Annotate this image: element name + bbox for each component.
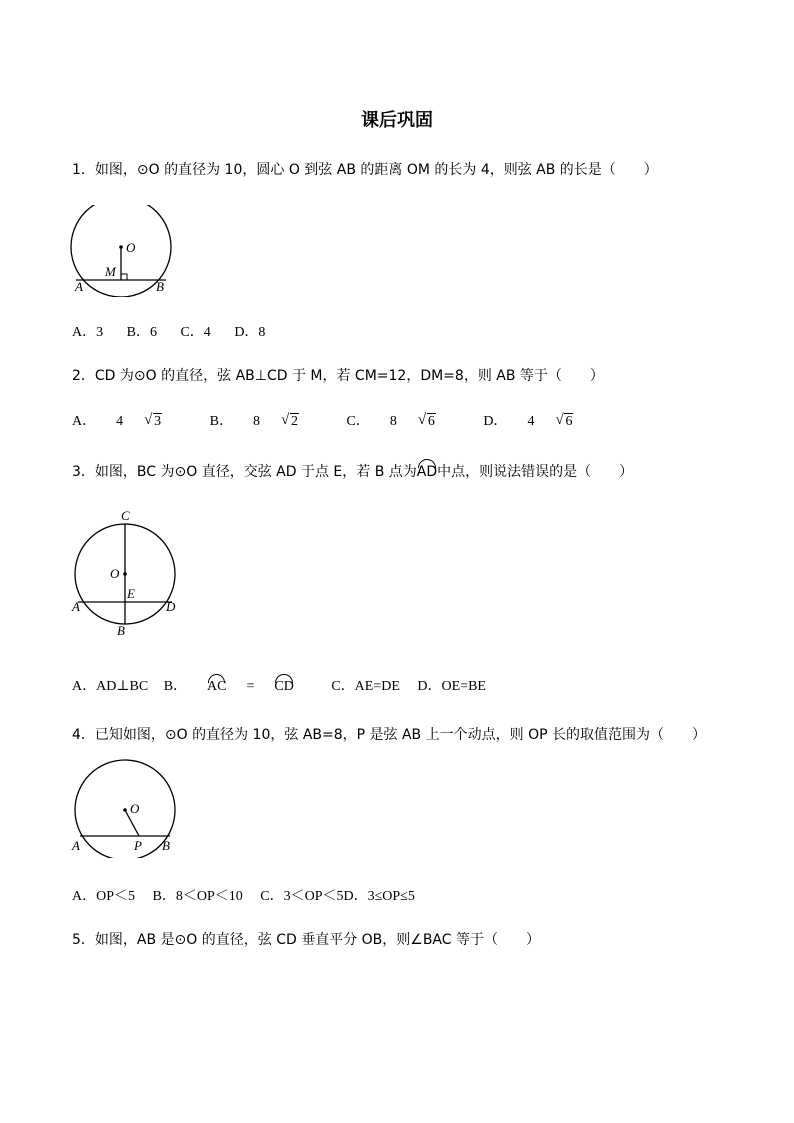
figure-3-label-b: B	[117, 623, 125, 638]
option-c-d: C．3＜OP＜5D．3≤OP≤5	[260, 889, 415, 904]
arc-ad: AD	[416, 464, 438, 480]
sqrt-sign	[144, 414, 182, 430]
figure-3-label-a: A	[72, 599, 80, 614]
stem-text: 中点，则说法错误的是（ ）	[437, 464, 634, 480]
figure-4-label-o: O	[130, 801, 140, 816]
question-4-figure	[64, 758, 184, 858]
sqrt-sign	[555, 414, 593, 430]
question-4-stem: 4．已知如图，⊙O 的直径为 10，弦 AB=8，P 是弦 AB 上一个动点，则 OP 长的取值范围为（ ）	[72, 727, 706, 743]
question-1-stem: 1．如图，⊙O 的直径为 10，圆心 O 到弦 AB 的距离 OM 的长为 4，则弦 AB 的长是（ ）	[72, 162, 658, 178]
figure-1-label-o: O	[126, 240, 136, 255]
option-a	[72, 414, 202, 429]
sqrt-sign	[418, 414, 456, 430]
figure-1-label-a: A	[75, 279, 83, 294]
figure-4-label-a: A	[72, 838, 80, 853]
option-b	[164, 679, 314, 694]
option-c: C．4	[180, 325, 211, 340]
figure-4-label-p: P	[134, 838, 142, 853]
question-5-stem: 5．如图，AB 是⊙O 的直径，弦 CD 垂直平分 OB，则∠BAC 等于（ ）	[72, 932, 540, 948]
option-d: D．OE=BE	[417, 679, 486, 694]
option-letter: A．	[72, 414, 97, 429]
sqrt-sign	[281, 414, 319, 430]
option-a: A．AD⊥BC	[72, 679, 149, 694]
question-2-options	[72, 410, 617, 430]
figure-3-label-c: C	[121, 508, 130, 523]
question-3-stem	[72, 461, 633, 481]
option-c: C．AE=DE	[331, 679, 400, 694]
figure-3-label-o: O	[110, 566, 120, 581]
option-b: B．8＜OP＜10	[152, 889, 243, 904]
option-letter: B．	[163, 679, 188, 694]
page-title: 课后巩固	[361, 110, 433, 131]
option-coefficient: 8	[252, 414, 260, 429]
stem-text: 3．如图，BC 为⊙O 直径，交弦 AD 于点 E，若 B 点为	[72, 464, 417, 480]
option-radicand: 6	[427, 414, 435, 429]
option-coefficient: 4	[527, 414, 535, 429]
option-letter: B．	[209, 414, 233, 429]
option-coefficient: 4	[116, 414, 124, 429]
figure-3-label-e: E	[127, 586, 135, 601]
question-2-stem: 2．CD 为⊙O 的直径，弦 AB⊥CD 于 M，若 CM=12，DM=8，则 AB 等于（ ）	[72, 368, 604, 384]
option-radicand: 3	[154, 414, 162, 429]
option-b	[210, 414, 339, 429]
arc-cd: CD	[274, 679, 294, 694]
option-a: A．OP＜5	[72, 889, 136, 904]
question-3-options	[72, 675, 506, 695]
option-d	[483, 414, 613, 429]
option-b: B．6	[126, 325, 157, 340]
option-radicand: 6	[565, 414, 573, 429]
question-4-options	[72, 885, 435, 905]
figure-1-label-b: B	[156, 279, 164, 294]
question-3-figure	[64, 506, 184, 642]
option-d: D．8	[234, 325, 266, 340]
option-a: A．3	[72, 325, 104, 340]
figure-4-label-b: B	[162, 838, 170, 853]
equals-sign: =	[246, 679, 255, 694]
option-coefficient: 8	[389, 414, 397, 429]
option-letter: C．	[346, 414, 370, 429]
arc-ac: AC	[207, 679, 227, 694]
option-letter: D．	[483, 414, 508, 429]
option-c	[346, 414, 475, 429]
figure-3-label-d: D	[166, 599, 176, 614]
question-1-options	[72, 321, 285, 341]
question-1-figure	[66, 205, 182, 297]
option-radicand: 2	[290, 414, 298, 429]
figure-1-label-m: M	[105, 264, 116, 279]
